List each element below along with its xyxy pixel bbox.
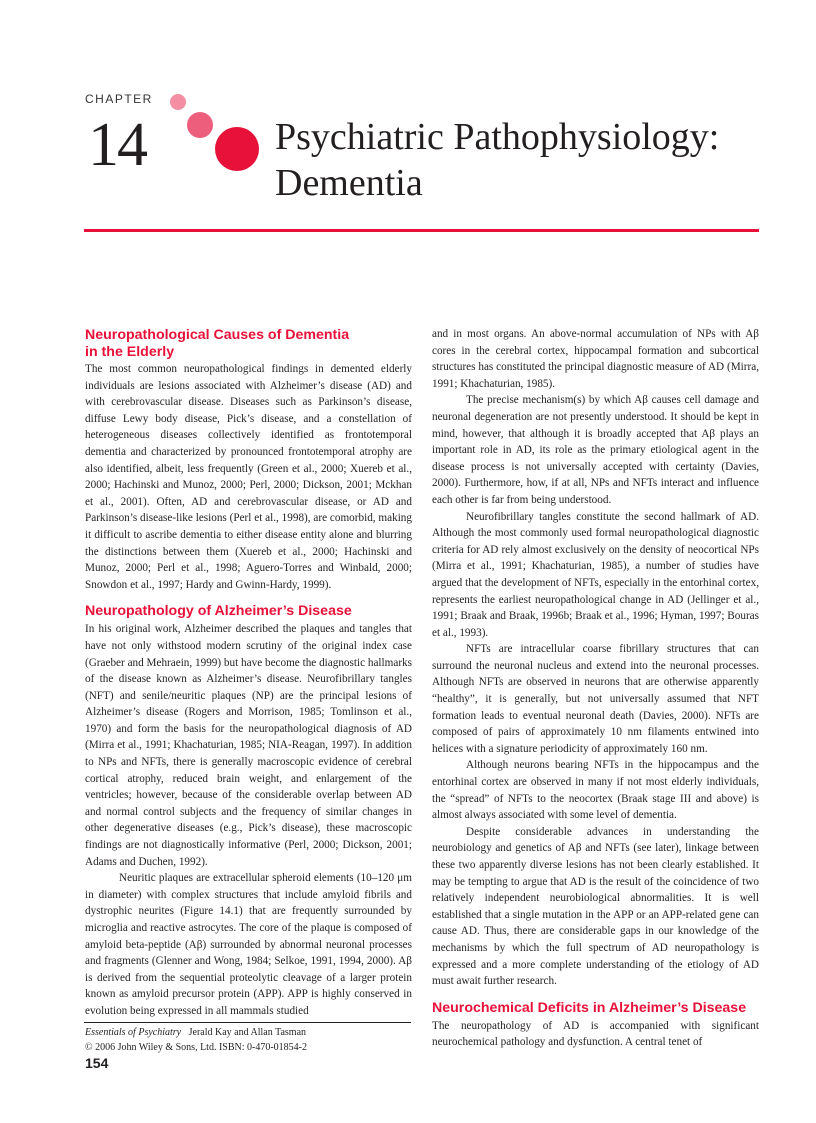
chapter-title-line-2: Dementia — [275, 162, 423, 204]
page-number: 154 — [85, 1055, 109, 1071]
paragraph: The most common neuropathological findings in demented elderly individuals are lesions associated with Alzheimer’s disease (AD) and with cerebrovascular disease. Diseases such as Parkinson’s disease, diffuse Lewy body disease, Pick’s disease, and a constellation of heterogeneous diseases collectively identified as frontotemporal dementia and characterized by pronounced frontotemporal atrophy are also identified, albeit, less frequently (Green et al., 2000; Xuereb et al., 2000; Hachinski and Munoz, 2000; Perl, 2000; Dickson, 2001; Mckhan et al., 2001). Often, AD and cerebrovascular disease, or AD and Parkinson’s disease-like lesions (Perl et al., 1998), are comorbid, making it difficult to ascribe dementia to either disease entity alone and blurring the distinctions between them (Xuereb et al., 2000; Hachinski and Munoz, 2000; Perl et al., 1998; Aguero-Torres and Winbald, 2000; Snowdon et al., 1997; Hardy and Gwinn-Hardy, 1999). — [85, 363, 412, 591]
section-heading-neurochemical-deficits: Neurochemical Deficits in Alzheimer’s Disease — [432, 999, 747, 1016]
decorative-dot-large — [215, 127, 259, 171]
paragraph: NFTs are intracellular coarse fibrillary structures that can surround the neuronal nucleus and extend into the neuronal processes. Although NFTs are observed in neurons that are otherwise apparently “healthy”, it is generally, but not universally assumed that NFT formation leads to eventual neuronal death (Davies, 2000). NFTs are composed of pairs of approximately 10 nm filaments entwined into helices with a signature periodicity of approximately 160 nm. — [432, 643, 759, 755]
chapter-title — [275, 114, 775, 206]
section-heading-line-2: in the Elderly — [85, 344, 175, 360]
paragraph: Neuritic plaques are extracellular spheroid elements (10–120 μm in diameter) with complex structures that include amyloid fibrils and dystrophic neurites (Figure 14.1) that are frequently surrounded by microglia and reactive astrocytes. The core of the plaque is composed of amyloid beta-peptide (Aβ) surrounded by abnormal neuronal processes and fragments (Glenner and Wong, 1984; Selkoe, 1991, 1994, 2000). Aβ is derived from the sequential proteolytic cleavage of a larger protein known as amyloid precursor protein (APP). APP is highly conserved in evolution being expressed in all mammals studied — [85, 872, 412, 1017]
section-heading-line-1: Neuropathological Causes of Dementia — [85, 327, 350, 343]
paragraph: The neuropathology of AD is accompanied with significant neurochemical pathology and dysfunction. A central tenet of — [432, 1019, 759, 1049]
paragraph: and in most organs. An above-normal accumulation of NPs with Aβ cores in the cerebral cortex, hippocampal formation and subcortical structures has constituted the principal diagnostic measure of AD (Mirra, 1991; Khachaturian, 1985). — [432, 328, 759, 390]
footer-authors: Jerald Kay and Allan Tasman — [188, 1027, 307, 1038]
footer-book-info — [85, 1026, 306, 1039]
paragraph: The precise mechanism(s) by which Aβ causes cell damage and neuronal degeneration are not presently understood. It should be kept in mind, however, that although it is broadly accepted that Aβ plays an important role in AD, its role as the primary etiological agent in the disease process is not universally accepted with certainty (Davies, 2000). Furthermore, how, if at all, NPs and NFTs interact and influence each other is far from being understood. — [432, 394, 759, 506]
title-divider — [84, 229, 759, 232]
section-heading-neuropathological-causes — [85, 327, 412, 361]
footer-divider — [84, 1022, 411, 1023]
section-heading-neuropathology-ad: Neuropathology of Alzheimer’s Disease — [85, 603, 352, 620]
paragraph: Neurofibrillary tangles constitute the second hallmark of AD. Although the most commonly used formal neuropathological diagnostic criteria for AD rely almost exclusively on the density of neocortical NPs (Mirra et al., 1991; Khachaturian, 1985), a number of studies have argued that the development of NFTs, especially in the entorhinal cortex, represents the earliest neuropathological change in AD (Jellinger et al., 1991; Braak and Braak, 1996b; Braak et al., 1996; Hyman, 1997; Bouras et al., 1993). — [432, 510, 759, 639]
chapter-number: 14 — [88, 111, 146, 179]
paragraph: Despite considerable advances in understanding the neurobiology and genetics of Aβ and NFTs (see later), linkage between these two apparently diverse lesions has not been clearly established. It may be tempting to argue that AD is the result of the coincidence of two relatively independent neurobiological abnormalities. It is well established that a single mutation in the APP or an APP-related gene can cause AD. Thus, there are considerable gaps in our knowledge of the mechanisms by which the full spectrum of AD neuropathology is expressed and a more complete understanding of the etiology of AD must await further research. — [432, 825, 759, 988]
chapter-title-line-1: Psychiatric Pathophysiology: — [275, 116, 720, 158]
footer-copyright: © 2006 John Wiley & Sons, Ltd. ISBN: 0-470-01854-2 — [85, 1042, 308, 1053]
left-column — [85, 326, 412, 1020]
chapter-label: CHAPTER — [85, 92, 153, 106]
decorative-dot-medium — [187, 112, 213, 138]
right-column — [432, 326, 759, 1051]
footer-book-title: Essentials of Psychiatry — [85, 1027, 182, 1038]
paragraph: In his original work, Alzheimer described the plaques and tangles that have not only withstood modern scrutiny of the original index case (Graeber and Mehraein, 1999) but have become the diagnostic hallmarks of the disease known as Alzheimer’s disease. Neurofibrillary tangles (NFT) and senile/neuritic plaques (NP) are the principal lesions of Alzheimer’s disease (Rogers and Morrison, 1985; Tomlinson et al., 1970) and form the basis for the neuropathological diagnosis of AD (Mirra et al., 1991; Khachaturian, 1985; NIA-Reagan, 1997). In addition to NPs and NFTs, there is generally macroscopic evidence of cerebral cortical atrophy, reduced brain weight, and enlargement of the ventricles; however, because of the considerable overlap between AD and normal control subjects and the frequency of similar changes in other degenerative diseases (e.g., Pick’s disease), these macroscopic findings are not diagnostically informative (Perl, 2000; Dickson, 2001; Adams and Duchen, 1992). — [85, 623, 412, 868]
paragraph: Although neurons bearing NFTs in the hippocampus and the entorhinal cortex are observed in many if not most elderly individuals, the “spread” of NFTs to the neocortex (Braak stage III and above) is almost always associated with some level of dementia. — [432, 759, 759, 822]
decorative-dot-small — [170, 94, 186, 110]
